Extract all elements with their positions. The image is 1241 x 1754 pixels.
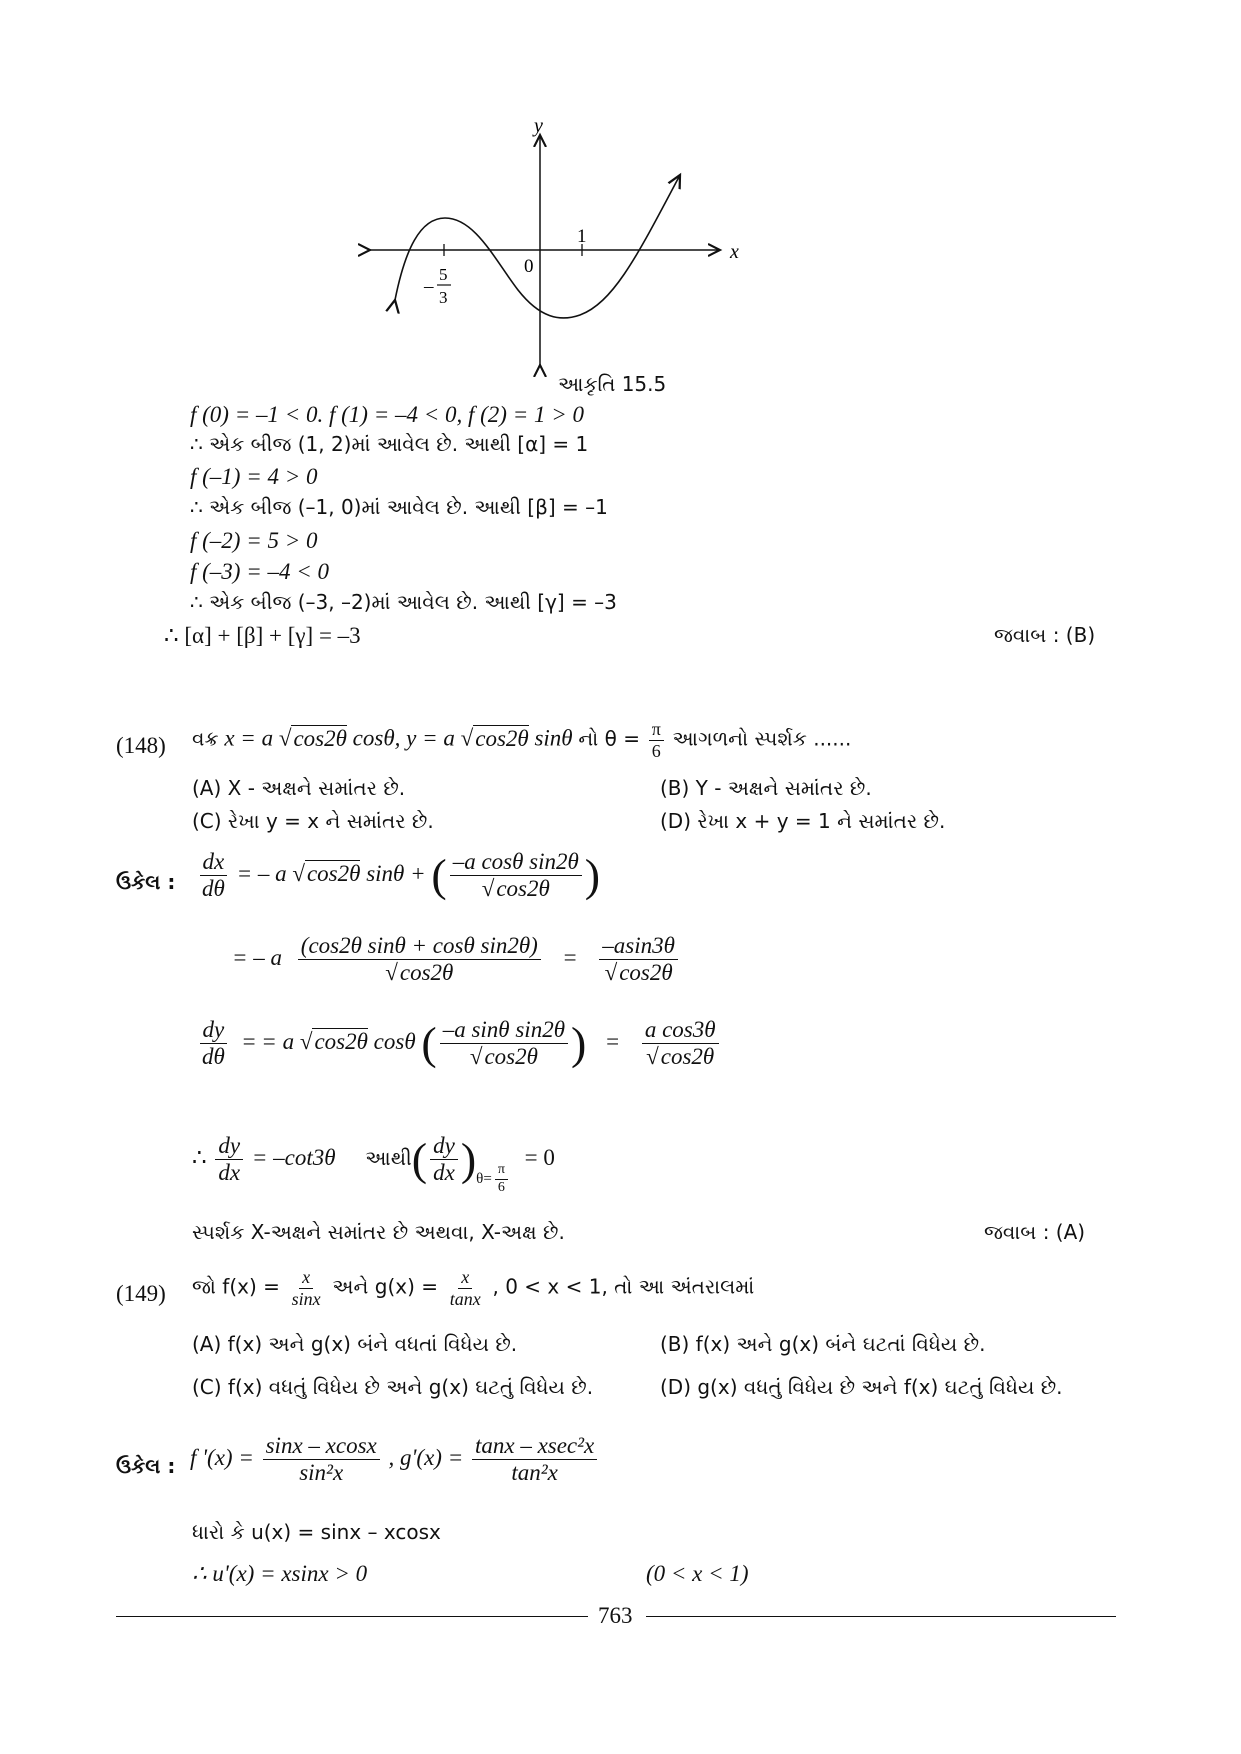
q149-stem <box>192 1268 754 1309</box>
footer-rule-left <box>116 1616 588 1617</box>
q148-stem-d: cosθ, y = a <box>352 725 455 751</box>
q148-row3-sqrt: cos2θ <box>314 1028 368 1054</box>
q148-option-b: (B) Y - અક્ષને સમાંતર છે. <box>660 776 872 800</box>
q148-row4-c: આથી <box>365 1145 412 1170</box>
sol147-line6: f (–3) = –4 < 0 <box>190 559 329 584</box>
q149-u-range: (0 < x < 1) <box>646 1561 749 1586</box>
q149-s1: જો f(x) = <box>192 1274 280 1299</box>
sol147-line3: f (–1) = 4 > 0 <box>190 464 318 489</box>
q149-number: (149) <box>116 1281 166 1306</box>
q148-row1: $\frac{dx}{d\theta}$ = – a √cos2θ sinθ + ( $\frac{\text{–a cosθ sin2θ}}{√\cos 2\theta}$ ) <box>196 850 600 901</box>
figure-caption: આકૃતિ 15.5 <box>558 372 667 396</box>
q149-u-prime: ∴ u'(x) = xsinx > 0 <box>192 1561 368 1586</box>
dx-numerator: dx <box>200 850 228 876</box>
q149-option-a: (A) f(x) અને g(x) બંને વધતાં વિધેય છે. <box>192 1332 518 1356</box>
q149-s2: અને g(x) = <box>332 1274 438 1299</box>
q148-row1-a: = – a <box>236 860 287 886</box>
answer-148: જવાબ : (A) <box>984 1220 1086 1244</box>
sol147-line7: ∴ એક બીજ (–3, –2)માં આવેલ છે. આથી [γ] = –3 <box>190 590 617 614</box>
q149-derivatives <box>190 1434 600 1485</box>
q149-fprime-num: sinx – xcosx <box>263 1434 380 1460</box>
q148-stem-c: cos2θ <box>293 725 347 751</box>
q148-row4-sub-pi: π <box>495 1163 508 1180</box>
q148-option-c: (C) રેખા y = x ને સમાંતર છે. <box>192 809 434 833</box>
dy-over-dx-num: dy <box>215 1134 243 1160</box>
q148-row2-num: (cos2θ sinθ + cosθ sin2θ) <box>298 934 541 960</box>
q148-stem-g: નો θ = <box>578 726 640 751</box>
origin-label: 0 <box>524 256 534 277</box>
tick-one-label: 1 <box>577 226 587 247</box>
dy-numerator: dy <box>200 1018 228 1044</box>
answer-147: જવાબ : (B) <box>994 623 1096 647</box>
q149-g-den: tanx <box>449 1288 481 1309</box>
q149-f-num: x <box>299 1268 313 1289</box>
q148-row3-den: cos2θ <box>484 1044 538 1070</box>
q148-row1-den: cos2θ <box>496 876 550 902</box>
q148-row3-den2: cos2θ <box>660 1044 715 1070</box>
q148-row4-d: = 0 <box>524 1144 555 1170</box>
tick-neg-sign: – <box>424 276 434 297</box>
sol147-line1: f (0) = –1 < 0. f (1) = –4 < 0, f (2) = 1 > 0 <box>190 402 584 427</box>
q148-row2-num2: –asin3θ <box>599 934 678 960</box>
q149-option-b: (B) f(x) અને g(x) બંને ઘટતાં વિધેય છે. <box>660 1332 986 1356</box>
q149-s3: , 0 < x < 1, તો આ અંતરાલમાં <box>492 1274 755 1299</box>
sol147-line4: ∴ એક બીજ (–1, 0)માં આવેલ છે. આથી [β] = –1 <box>190 495 608 519</box>
q149-g-num: x <box>458 1268 472 1289</box>
q148-stem-f: sinθ <box>534 725 573 751</box>
q148-option-a: (A) X - અક્ષને સમાંતર છે. <box>192 776 406 800</box>
q149-fprime: f '(x) = <box>190 1444 254 1470</box>
q148-row3-a: = a <box>261 1028 295 1054</box>
footer-rule-right <box>646 1616 1116 1617</box>
q148-row1-b: sinθ + <box>366 860 426 886</box>
axis-x-label: x <box>730 241 739 263</box>
q148-row3-eq: = <box>606 1028 620 1054</box>
q148-option-d: (D) રેખા x + y = 1 ને સમાંતર છે. <box>660 809 946 833</box>
q148-stem-h: આગળનો સ્પર્શક ...... <box>672 726 852 751</box>
q148-conclusion: સ્પર્શક X-અક્ષને સમાંતર છે અથવા, X-અક્ષ છે. <box>192 1220 565 1244</box>
q148-stem: વક્ર x = a √cos2θ cosθ, y = a √cos2θ sinθ નો θ = $\frac{\pi}{6}$ આગળનો સ્પર્શક ...... <box>192 719 852 761</box>
q148-row3-num: –a sinθ sin2θ <box>440 1018 568 1044</box>
q148-stem-a: વક્ર <box>192 726 219 751</box>
q148-row4-sub: θ= <box>476 1170 492 1187</box>
q149-u-def: ધારો કે u(x) = sinx – xcosx <box>192 1520 441 1544</box>
q148-row2: = – a $\frac{\text{(cos2θ sinθ + cosθ sin2θ)}}{√\cos 2\theta}$ = $\frac{-asin3\theta}{√\cos 2\theta}$ <box>232 934 681 985</box>
page-number: 763 <box>598 1603 633 1628</box>
q148-row1-num: –a cosθ sin2θ <box>450 850 582 876</box>
q148-row4-sub-six: 6 <box>497 1179 505 1195</box>
q149-option-c: (C) f(x) વધતું વિધેય છે અને g(x) ઘટતું વિધેય છે. <box>192 1375 594 1399</box>
q148-row4-therefore: ∴ <box>192 1144 207 1170</box>
q149-gprime-den: tan²x <box>511 1460 558 1486</box>
q148-row4-b: = –cot3θ <box>251 1144 336 1170</box>
q148-row4: ∴ $\frac{dy}{dx}$ = –cot3θ આથી( $\frac{dy}{dx}$ )$_{\theta= \frac{\pi}{6}}$ = 0 <box>192 1133 555 1195</box>
figure-graph <box>350 110 770 380</box>
cubic-curve <box>395 175 680 318</box>
tick-neg-den: 3 <box>439 288 448 307</box>
q148-row2-a: = – a <box>232 944 283 970</box>
q148-stem-e: cos2θ <box>475 725 529 751</box>
dtheta-denominator: dθ <box>202 876 225 902</box>
q149-ukel-label: ઉકેલ : <box>116 1454 176 1478</box>
q148-row2-den2: cos2θ <box>619 960 673 986</box>
q148-row3-b: cosθ <box>373 1028 416 1054</box>
sol147-line2: ∴ એક બીજ (1, 2)માં આવેલ છે. આથી [α] = 1 <box>190 432 589 456</box>
q149-option-d: (D) g(x) વધતું વિધેય છે અને f(x) ઘટતું વિધેય છે. <box>660 1375 1063 1399</box>
q148-ukel-label: ઉકેલ : <box>116 870 176 894</box>
q149-gprime: , g'(x) = <box>388 1444 464 1470</box>
q149-gprime-num: tanx – xsec²x <box>472 1434 597 1460</box>
q149-f-den: sinx <box>291 1288 321 1309</box>
q149-fprime-den: sin²x <box>299 1460 344 1486</box>
q148-row3-num2: a cos3θ <box>642 1018 719 1044</box>
q148-row1-sqrt: cos2θ <box>306 860 361 886</box>
tick-neg-num: 5 <box>439 265 448 284</box>
q148-row2-den: cos2θ <box>399 960 454 986</box>
q148-number: (148) <box>116 733 166 758</box>
q148-row2-eq: = <box>563 944 577 970</box>
sol147-line8: ∴ [α] + [β] + [γ] = –3 <box>164 623 361 648</box>
dy-over-dx-den: dx <box>218 1160 241 1186</box>
axis-y-label: y <box>534 115 543 137</box>
dtheta-denominator-2: dθ <box>202 1044 225 1070</box>
dy-over-dx-num-2: dy <box>430 1134 458 1160</box>
q148-stem-six: 6 <box>651 740 661 761</box>
q148-row3: $\frac{dy}{d\theta}$ = = a √cos2θ cosθ ( $\frac{\text{–a sinθ sin2θ}}{√\cos 2\theta}$ ) = $\frac{\text{a cos3θ}}{√\cos 2\theta}$ <box>196 1018 722 1069</box>
q148-stem-pi: π <box>649 720 664 741</box>
q148-stem-b: x = a <box>224 725 274 751</box>
sol147-line5: f (–2) = 5 > 0 <box>190 528 318 553</box>
dy-over-dx-den-2: dx <box>433 1160 455 1186</box>
